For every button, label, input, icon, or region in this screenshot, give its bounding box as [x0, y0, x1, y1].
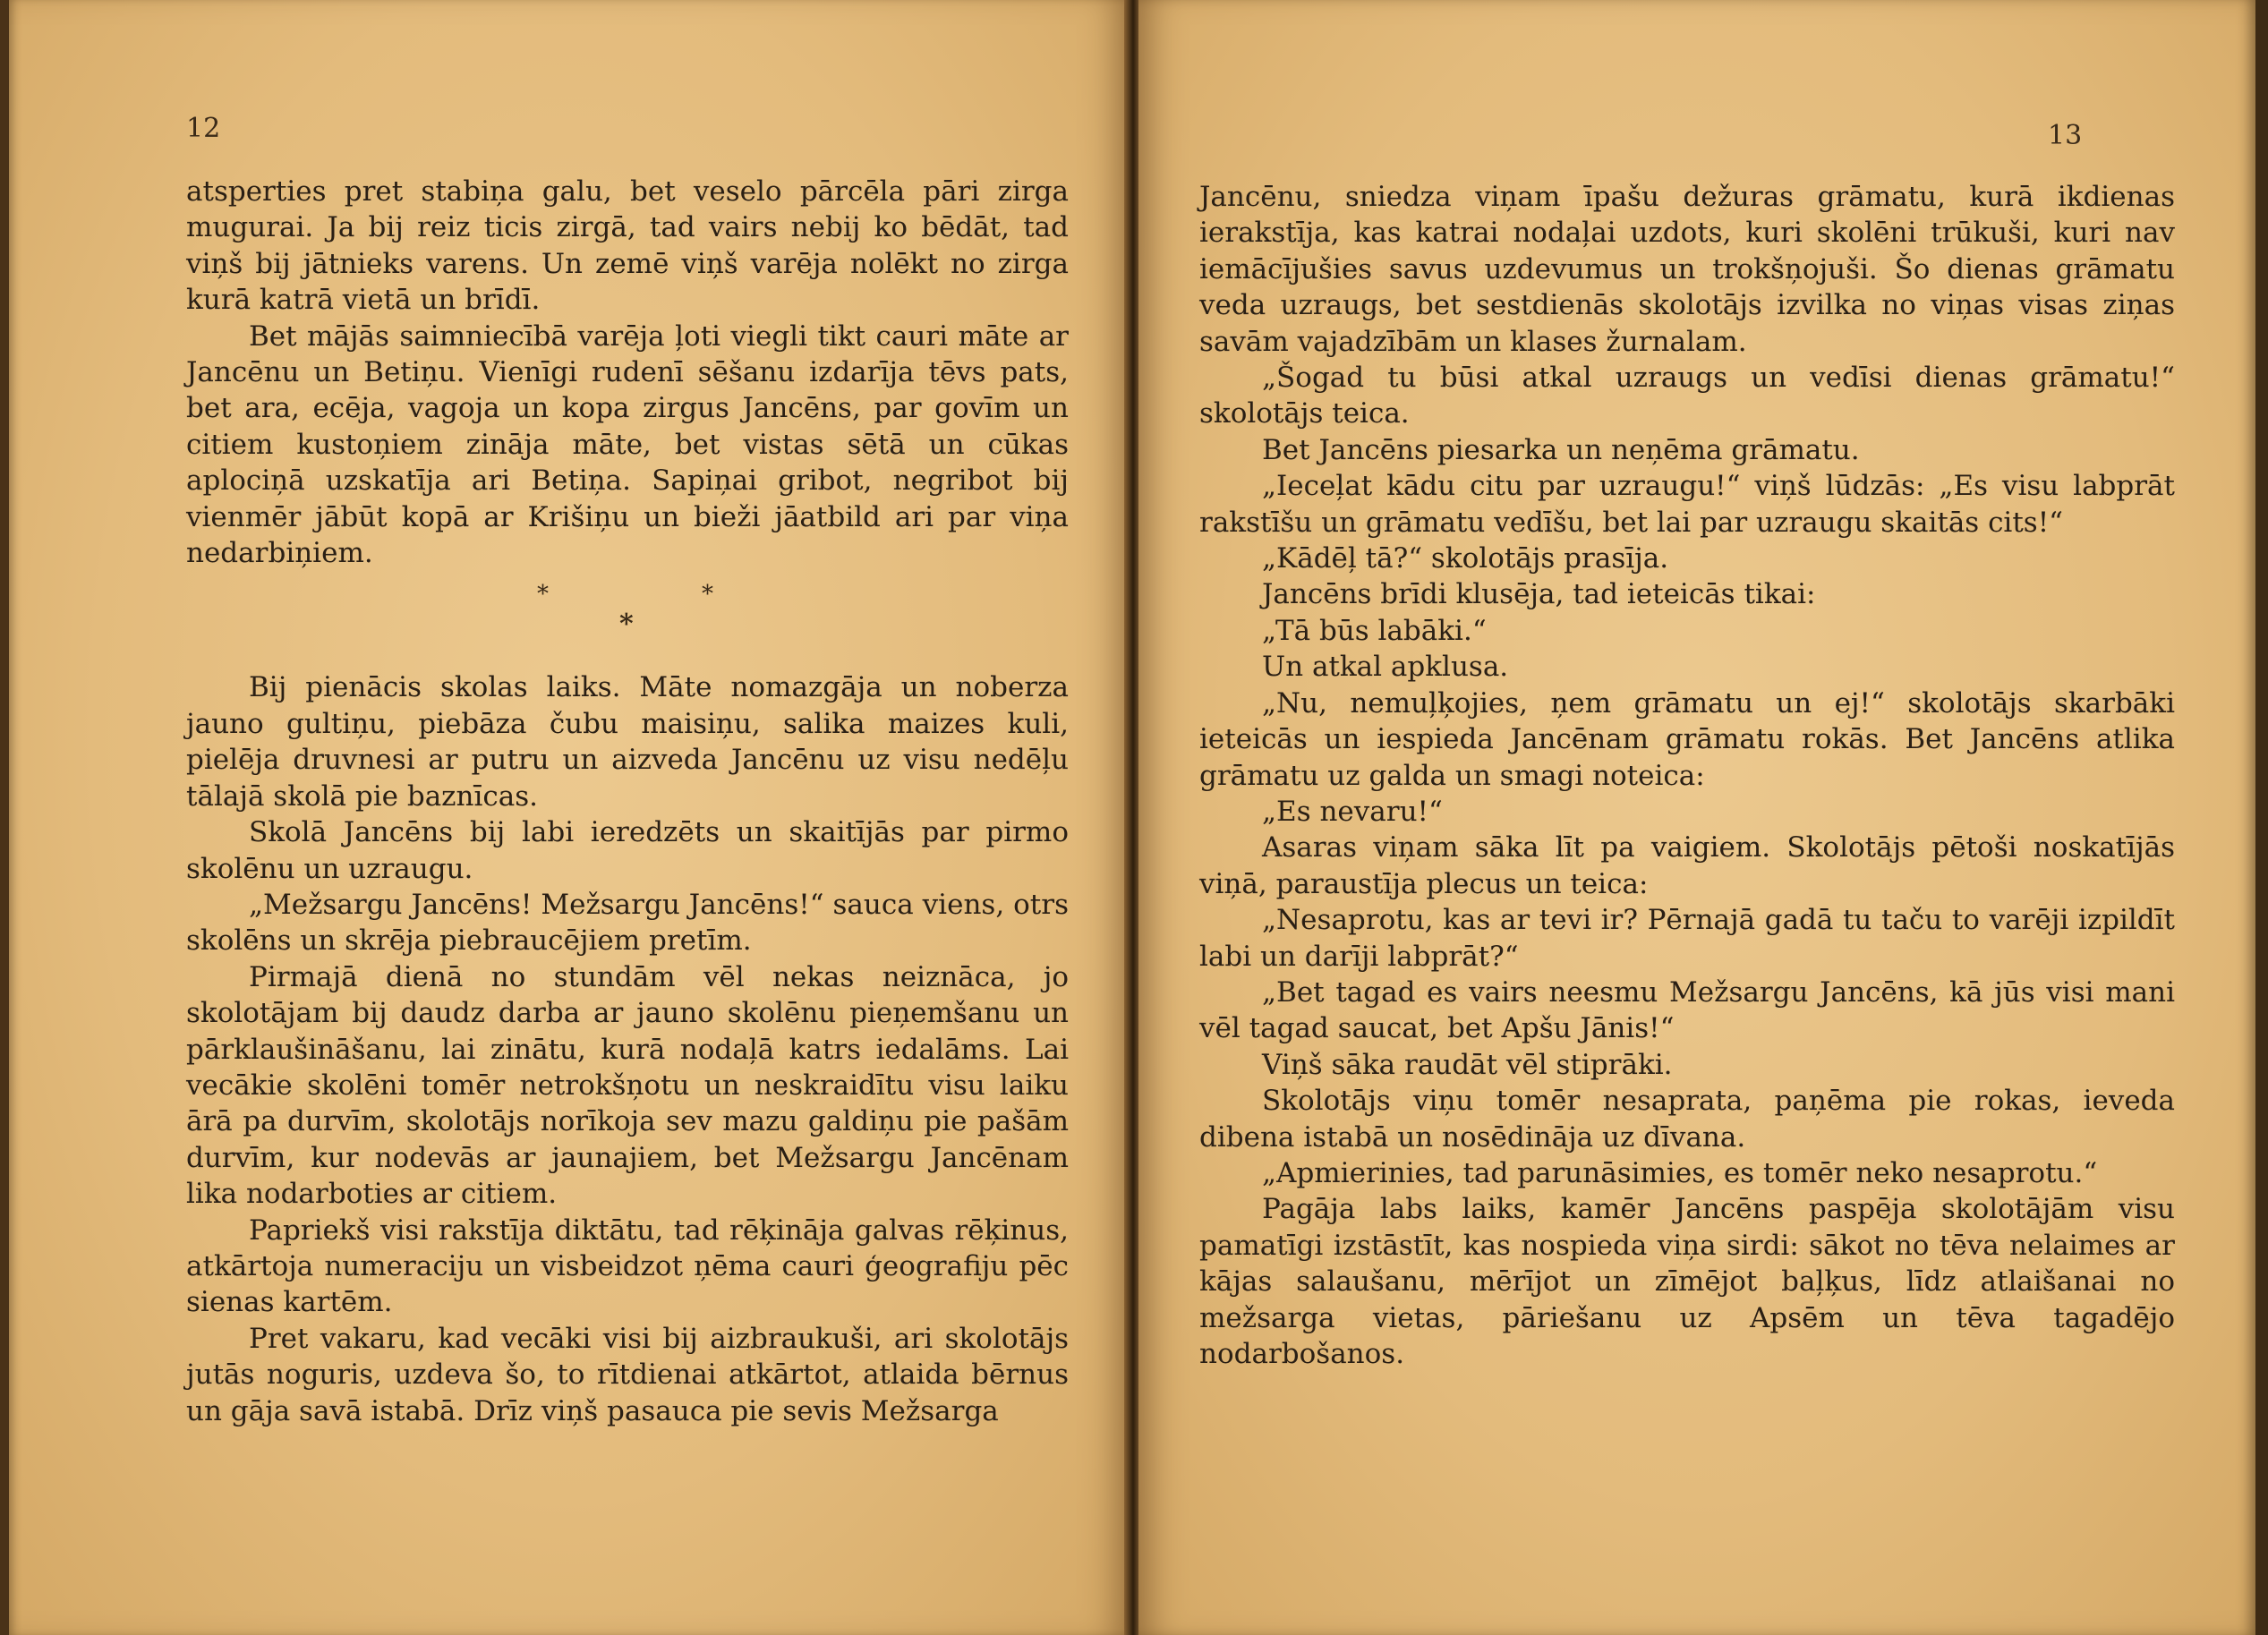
paragraph: Un atkal apklusa.: [1262, 651, 1509, 684]
paragraph: atsperties pret stabiņa galu, bet veselo pārcēla pāri zirga mugurai. Ja bij reiz ticis zirgā, tad vairs nebij ko bēdāt, tad viņš bij jātnieks varens. Un zemē viņš varēja nolēkt no zirga kurā katrā vietā un brīdī.: [186, 175, 1069, 317]
paragraph: Bet mājās saimniecībā varēja ļoti viegli tikt cauri māte ar Jancēnu un Betiņu. Vienīgi rudenī sēšanu izdarīja tēvs pats, bet ara, ecēja, vagoja un kopa zirgus Jancēns, par govīm un citiem kustoņiem zināja māte, bet vistas sētā un cūkas aplociņā uzskatīja ari Betiņa. Sapiņai gribot, negribot bij vienmēr jābūt kopā ar Krišiņu un bieži jāatbild ari par viņa nedarbiņiem.: [186, 319, 1069, 570]
paragraph: Jancēns brīdi klusēja, tad ieteicās tikai:: [1262, 578, 1816, 611]
page-number-right: 13: [2048, 120, 2083, 151]
paragraph: Pirmajā dienā no stundām vēl nekas neiznāca, jo skolotājam bij daudz darba ar jauno skolēnu pieņemšanu un pārklaušināšanu, lai zinātu, kurā nodaļā katrs iedalāms. Lai vecākie skolēni tomēr netrokšņotu un neskraidītu visu laiku ārā pa durvīm, skolotājs norīkoja sev mazu galdiņu pie pašām durvīm, kur nodevās ar jaunajiem, bet Mežsargu Jancēnam lika nodarboties ar citiem.: [186, 960, 1069, 1211]
paragraph: Viņš sāka raudāt vēl stiprāki.: [1262, 1048, 1673, 1081]
paragraph: „Tā būs labāki.“: [1262, 614, 1487, 647]
paragraph: Jancēnu, sniedza viņam īpašu dežuras grāmatu, kurā ikdienas ierakstīja, kas katrai nodaļai uzdots, kuri skolēni trūkuši, kuri nav iemācījušies savus uzdevumus un trokšņojuši. Šo dienas grāmatu veda uzraugs, bet sestdienās skolotājs izvilka no viņas visas ziņas savām vajadzībām un klases žurnalam.: [1199, 181, 2175, 358]
paragraph: „Šogad tu būsi atkal uzraugs un vedīsi dienas grāmatu!“ skolotājs teica.: [1199, 362, 2175, 430]
paragraph: Skolā Jancēns bij labi ieredzēts un skaitījās par pirmo skolēnu un uzraugu.: [186, 816, 1069, 885]
paragraph: „Apmierinies, tad parunāsimies, es tomēr neko nesaprotu.“: [1262, 1156, 2098, 1189]
left-page: [0, 0, 1128, 1635]
page-number-left: 12: [186, 113, 221, 144]
paragraph: Skolotājs viņu tomēr nesaprata, paņēma pie rokas, ieveda dibena istabā un nosēdināja uz dīvana.: [1199, 1085, 2175, 1154]
paragraph: Pret vakaru, kad vecāki visi bij aizbraukuši, ari skolotājs jutās noguris, uzdeva šo, to rītdienai atkārtot, atlaida bērnus un gāja savā istabā. Drīz viņš pasauca pie sevis Mežsarga: [186, 1322, 1069, 1427]
right-page: [1138, 0, 2268, 1635]
left-page-text: [186, 174, 1069, 1429]
section-break-star: *: [537, 581, 549, 609]
paragraph: Pagāja labs laiks, kamēr Jancēns paspēja skolotājām visu pamatīgi izstāstīt, kas nospieda viņa sirdi: sākot no tēva nelaimes ar kājas salaušanu, mērījot un zīmējot baļķus, līdz atlaišanai no mežsarga vietas, pāriešanu uz Apsēm un tēva tagadējo nodarbošanos.: [1199, 1193, 2175, 1370]
paragraph: „Ieceļat kādu citu par uzraugu!“ viņš lūdzās: „Es visu labprāt rakstīšu un grāmatu vedīšu, bet lai par uzraugu skaitās cits!“: [1199, 470, 2175, 539]
paragraph: Bij pienācis skolas laiks. Māte nomazgāja un noberza jauno gultiņu, piebāza čubu maisiņu, salika maizes kuli, pielēja druvnesi ar putru un aizveda Jancēnu uz visu nedēļu tālajā skolā pie baznīcas.: [186, 671, 1069, 813]
section-break-star: *: [702, 581, 713, 609]
paragraph: Bet Jancēns piesarka un neņēma grāmatu.: [1262, 433, 1860, 466]
paragraph: „Nesaprotu, kas ar tevi ir? Pērnajā gadā tu taču to varēji izpildīt labi un darīji labprāt?“: [1199, 904, 2175, 973]
right-page-text: [1199, 179, 2175, 1372]
section-break-star: *: [619, 609, 634, 641]
paragraph: „Bet tagad es vairs neesmu Mežsargu Jancēns, kā jūs visi mani vēl tagad saucat, bet Apšu Jānis!“: [1199, 975, 2175, 1045]
paragraph: Papriekš visi rakstīja diktātu, tad rēķināja galvas rēķinus, atkārtoja numeraciju un visbeidzot ņēma cauri ģeografiju pēc sienas kartēm.: [186, 1213, 1069, 1319]
section-break: [186, 573, 1069, 644]
paragraph: Asaras viņam sāka līt pa vaigiem. Skolotājs pētoši noskatījās viņā, paraustīja plecus un teica:: [1199, 831, 2175, 900]
paragraph: „Nu, nemuļķojies, ņem grāmatu un ej!“ skolotājs skarbāki ieteicās un iespieda Jancēnam grāmatu rokās. Bet Jancēns atlika grāmatu uz galda un smagi noteica:: [1199, 686, 2175, 792]
paragraph: „Es nevaru!“: [1262, 795, 1443, 828]
paragraph: „Mežsargu Jancēns! Mežsargu Jancēns!“ sauca viens, otrs skolēns un skrēja piebraucējiem pretīm.: [186, 888, 1069, 958]
paragraph: „Kādēļ tā?“ skolotājs prasīja.: [1262, 542, 1669, 575]
